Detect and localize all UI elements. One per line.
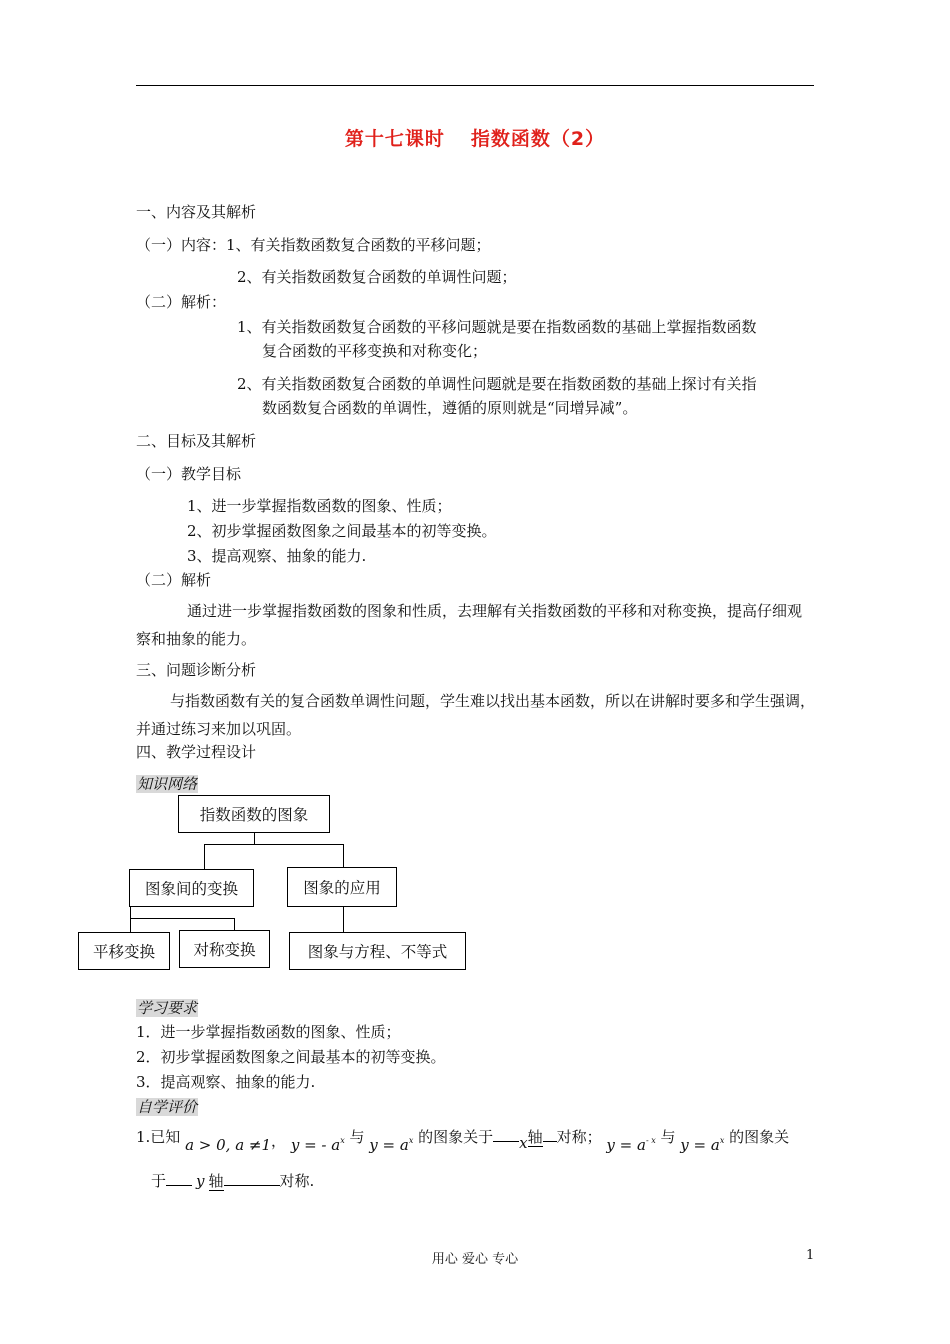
connector bbox=[130, 918, 131, 932]
node-translation: 平移变换 bbox=[78, 932, 170, 970]
requirement-1: 1．进一步掌握指数函数的图象、性质； bbox=[136, 1023, 401, 1041]
connector bbox=[343, 907, 344, 932]
requirement-2: 2．初步掌握函数图象之间最基本的初等变换。 bbox=[136, 1048, 446, 1066]
section-2-heading: 二、目标及其解析 bbox=[136, 432, 257, 450]
connector bbox=[204, 844, 205, 869]
connector bbox=[234, 918, 235, 930]
connector bbox=[130, 918, 235, 919]
analysis-label: （二）解析： bbox=[136, 293, 227, 311]
self-eval-heading: 自学评价 bbox=[137, 1098, 198, 1116]
answer-2: y bbox=[196, 1172, 205, 1190]
knowledge-network-heading: 知识网络 bbox=[137, 775, 198, 793]
analysis-2-label: （二）解析 bbox=[136, 571, 212, 589]
node-symmetry: 对称变换 bbox=[179, 930, 270, 968]
formula-a-x: $y = a^x$ bbox=[369, 1136, 414, 1154]
answer-1: x bbox=[519, 1134, 528, 1152]
formula-a-x-2: $y = a^x$ bbox=[680, 1136, 725, 1154]
analysis-2a: 2、有关指数函数复合函数的单调性问题就是要在指数函数的基础上探讨有关指 bbox=[237, 375, 757, 393]
title-topic: 指数函数（2） bbox=[470, 128, 606, 150]
goals-label: （一）教学目标 bbox=[136, 465, 242, 483]
analysis-2b: 数函数复合函数的单调性，遵循的原则就是“同增异减”。 bbox=[262, 399, 638, 417]
goal-3: 3、提高观察、抽象的能力. bbox=[187, 547, 367, 565]
node-application: 图象的应用 bbox=[287, 867, 397, 907]
page-number: 1 bbox=[806, 1248, 815, 1263]
section-4-heading: 四、教学过程设计 bbox=[136, 743, 257, 761]
section-1-heading: 一、内容及其解析 bbox=[136, 203, 257, 221]
goal-2: 2、初步掌握函数图象之间最基本的初等变换。 bbox=[187, 522, 497, 540]
content-item-2: 2、有关指数函数复合函数的单调性问题； bbox=[237, 268, 517, 286]
analysis-1b: 复合函数的平移变换和对称变化； bbox=[262, 342, 488, 360]
requirements-heading: 学习要求 bbox=[137, 999, 198, 1017]
condition: a > 0, a ≠1 bbox=[185, 1136, 272, 1154]
analysis-1a: 1、有关指数函数复合函数的平移问题就是要在指数函数的基础上掌握指数函数 bbox=[237, 318, 757, 336]
question-1-line-2: 于 y 轴 对称. bbox=[151, 1169, 314, 1191]
node-root: 指数函数的图象 bbox=[178, 795, 330, 833]
formula-a-neg-x: $y = a^{- x}$ bbox=[606, 1136, 656, 1154]
page-title bbox=[0, 124, 950, 151]
content-item-1: （一）内容：1、有关指数函数复合函数的平移问题； bbox=[136, 236, 491, 254]
footer-motto: 用心 爱心 专心 bbox=[431, 1252, 519, 1267]
question-1-line-1: 1.已知 a > 0, a ≠1， y = - $a^x$ 与 $y = a^x$ 的图象关于 x轴 对称； $y = a^{- x}$ 与 $y = a^x$ 的图象关 bbox=[136, 1125, 789, 1150]
header-rule bbox=[136, 85, 814, 86]
connector bbox=[343, 844, 344, 867]
formula-neg-a-x: y = - $a^x$ bbox=[290, 1136, 345, 1154]
node-equation: 图象与方程、不等式 bbox=[289, 932, 466, 970]
section-3-heading: 三、问题诊断分析 bbox=[136, 661, 257, 679]
analysis-2-text: 通过进一步掌握指数函数的图象和性质，去理解有关指数函数的平移和对称变换，提高仔细观察和抽象的能力。 bbox=[136, 602, 803, 648]
title-lesson: 第十七课时 bbox=[344, 128, 445, 150]
goal-1: 1、进一步掌握指数函数的图象、性质； bbox=[187, 497, 452, 515]
connector bbox=[204, 844, 344, 845]
diagnosis-text: 与指数函数有关的复合函数单调性问题，学生难以找出基本函数，所以在讲解时要多和学生强调，并通过练习来加以巩固。 bbox=[136, 692, 816, 738]
requirement-3: 3．提高观察、抽象的能力. bbox=[136, 1073, 316, 1091]
node-transform: 图象间的变换 bbox=[129, 869, 254, 907]
